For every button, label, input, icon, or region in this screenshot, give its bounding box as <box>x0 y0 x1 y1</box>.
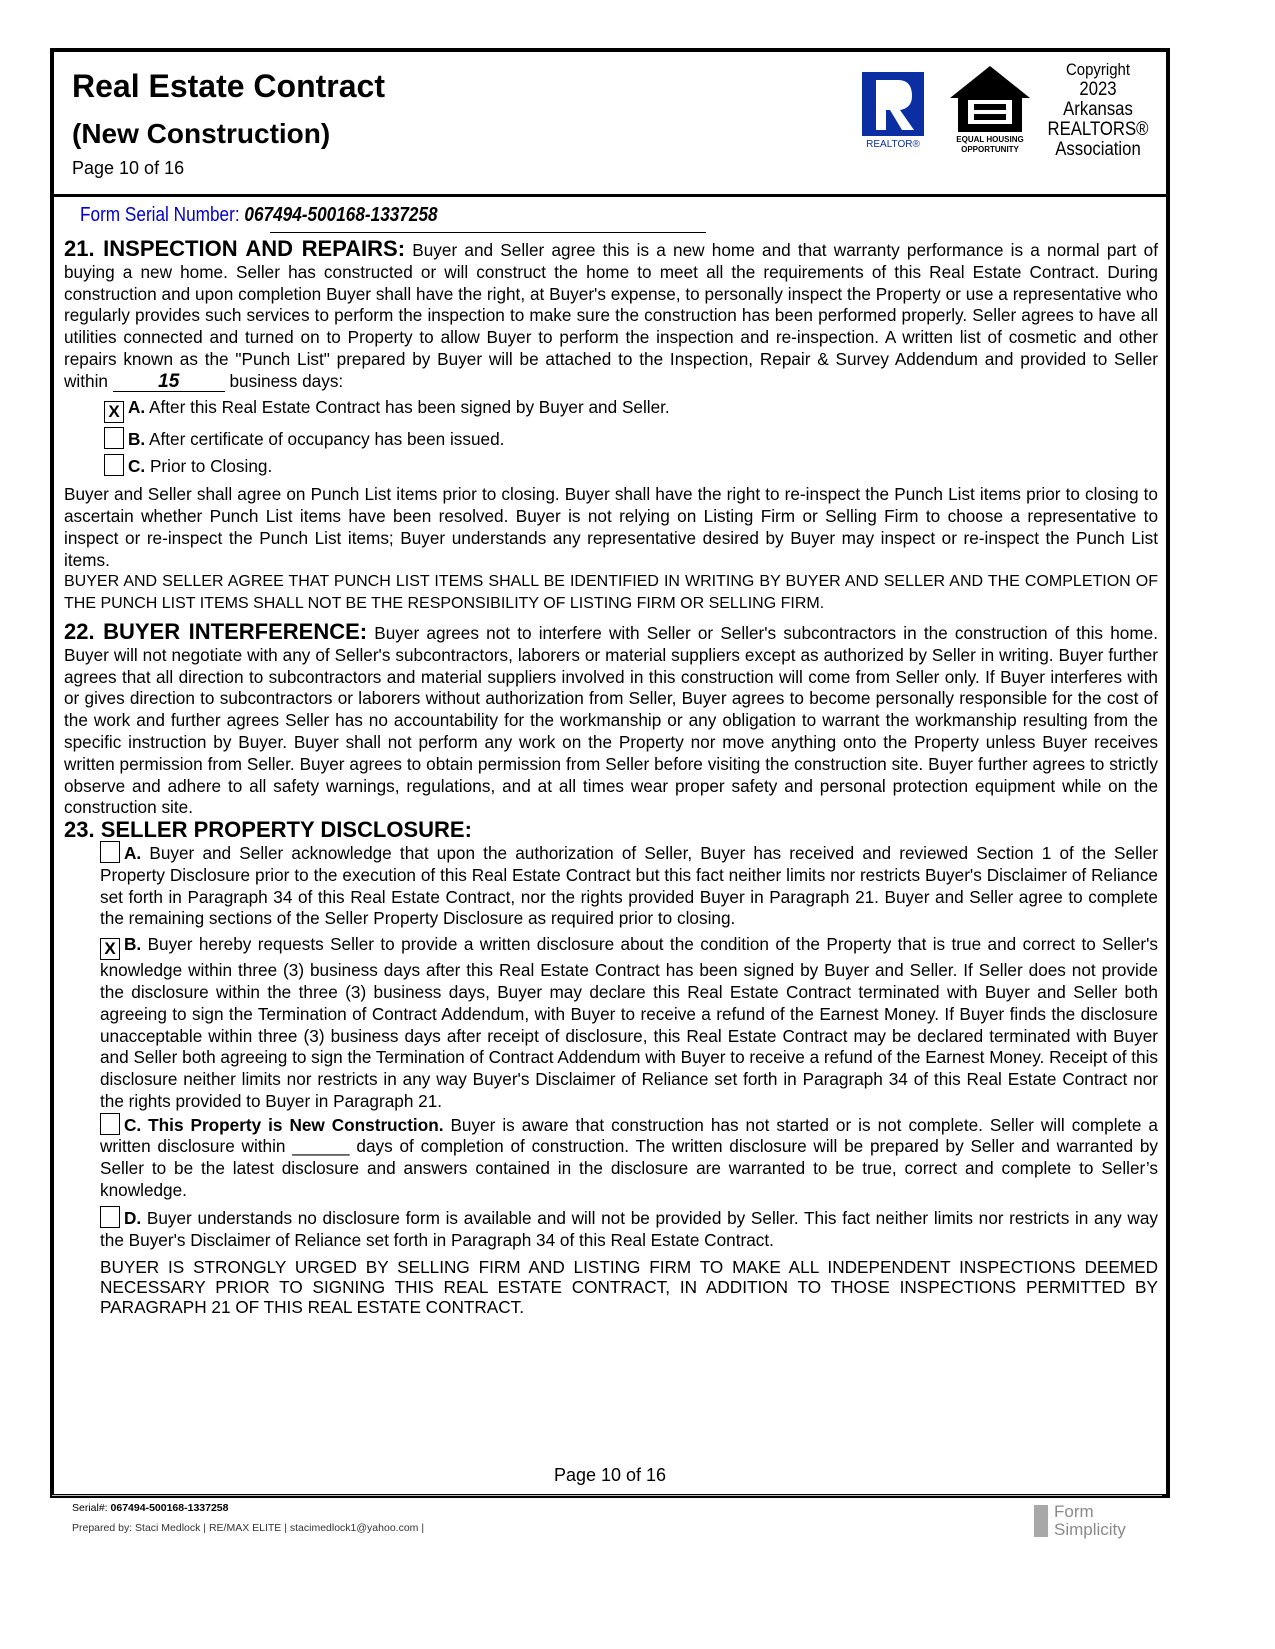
footer-page-number: Page 10 of 16 <box>553 1465 667 1485</box>
serial-value: 067494-500168-1337258 <box>244 204 438 226</box>
form-body <box>64 238 1158 1317</box>
option-text: Buyer and Seller acknowledge that upon the authorization of Seller, Buyer has received and reviewed Section 1 of the Seller Property Disclosure prior to the execution of this Real Estate Contract but this fact neither limits nor restricts Buyer's Disclaimer of Reliance set forth in Paragraph 34 of this Real Estate Contract, nor the rights provided Buyer in Paragraph 21. Buyer and Seller agree to complete the remaining sections of the Seller Property Disclosure as required prior to closing. <box>100 842 1158 929</box>
option-letter: A. <box>128 396 146 417</box>
serial-label: Form Serial Number: <box>80 204 240 226</box>
copyright-label: Copyright <box>1065 60 1131 79</box>
footer-serial-label: Serial#: <box>72 1502 108 1514</box>
serial-underline <box>270 232 706 233</box>
section-21-punch-list: Buyer and Seller shall agree on Punch List items prior to closing. Buyer shall have the right to re-inspect the Punch List items prior to closing to ascertain whether Punch List items have been resolved. Buyer is not relying on Listing Firm or Selling Firm to choose a representative to inspect or re-inspect the Punch List items; Buyer understands any representative desired by Buyer may inspect or re-inspect the Punch List items. <box>64 484 1158 570</box>
header-page-number: Page 10 of 16 <box>72 158 185 178</box>
option-text: Buyer understands no disclosure form is available and will not be provided by Seller. This fact neither limits nor restricts in any way the Buyer's Disclaimer of Reliance set forth in Paragraph 34 of this Real Estate Contract. <box>100 1207 1158 1250</box>
checkbox-icon[interactable] <box>100 1206 120 1228</box>
s23-option-a <box>100 841 1158 930</box>
form-title: Real Estate Contract <box>72 68 385 104</box>
checkbox-checked-icon[interactable]: X <box>104 401 124 423</box>
option-letter: D. <box>124 1207 142 1228</box>
section-22 <box>64 618 1158 819</box>
option-letter: B. <box>124 934 142 955</box>
section-21-caps-notice: BUYER AND SELLER AGREE THAT PUNCH LIST ITEMS SHALL BE IDENTIFIED IN WRITING BY BUYER AND SELLER AND THE COMPLETION OF THE PUNCH LIST ITEMS SHALL NOT BE THE RESPONSIBILITY OF LISTING FIRM OR SELLING FIRM. <box>64 573 1158 613</box>
section-22-heading: 22. BUYER INTERFERENCE: <box>64 618 368 644</box>
copyright-org-1: Arkansas <box>1063 99 1133 120</box>
form-header <box>54 52 1166 197</box>
section-23-heading: 23. SELLER PROPERTY DISCLOSURE: <box>64 817 472 843</box>
form-serial <box>80 204 438 227</box>
svg-text:EQUAL HOUSING: EQUAL HOUSING <box>956 135 1024 144</box>
formsimplicity-logo <box>1034 1503 1126 1539</box>
footer-divider <box>52 1495 1162 1496</box>
section-21-text: Buyer and Seller agree this is a new home and that warranty performance is a normal part of buying a new home. Seller has constructed or will construct the home to meet all the requirements of this Real Estate Contract. During construction and upon completion Buyer shall have the right, at Buyer's expense, to personally inspect the Property or use a representative who regularly provides such services to perform the inspection to make sure the construction has been performed properly. Seller agrees to have all utilities connected and turned on to Property to allow Buyer to perform the inspection and re-inspection. A written list of cosmetic and other repairs known as the "Punch List" prepared by Buyer will be attached to the Inspection, Repair & Survey Addendum and provided to Seller within <box>64 240 1158 391</box>
footer-prepared-by: Prepared by: Staci Medlock | RE/MAX ELITE | stacimedlock1@yahoo.com | <box>72 1522 425 1534</box>
checkbox-icon[interactable] <box>100 841 120 863</box>
section-22-text: Buyer agrees not to interfere with Seller or Seller's subcontractors in the construction of this home. Buyer will not negotiate with any of Seller's subcontractors, laborers or material suppliers except as authorized by Seller in writing. Buyer further agrees that all direction to subcontractors and material suppliers involved in this construction will come from Seller only. If Buyer interferes with or gives direction to subcontractors or laborers without authorization from Seller, Buyer agrees to become personally responsible for the cost of the work and further agrees Seller has no accountability for the workmanship or any obligation to warrant the workmanship resulting from the specific instruction by Buyer. Buyer shall not perform any work on the Property nor move anything onto the Property unless Buyer receives written permission from Seller. Buyer agrees to obtain permission from Seller before visiting the construction site. Buyer further agrees to strictly observe and adhere to all safety warnings, regulations, and at all times wear proper safety and personal protection equipment while on the construction site. <box>64 622 1158 818</box>
s23-option-d <box>100 1206 1158 1252</box>
section-21-text-after: business days: <box>224 370 344 391</box>
option-letter: C. <box>124 1114 142 1135</box>
document-icon <box>1034 1505 1048 1537</box>
checkbox-icon[interactable] <box>100 1113 120 1135</box>
copyright-block <box>1045 60 1151 160</box>
s23-option-b <box>100 934 1158 1113</box>
brand-line-1: Form <box>1054 1502 1094 1521</box>
svg-text:REALTOR®: REALTOR® <box>866 139 920 150</box>
punch-list-days-field[interactable]: 15 <box>113 373 225 392</box>
footer-serial-value: 067494-500168-1337258 <box>110 1502 229 1514</box>
copyright-org-2: REALTORS® <box>1047 119 1149 140</box>
s21-option-c[interactable] <box>104 454 1158 478</box>
copyright-org-3: Association <box>1055 139 1141 160</box>
checkbox-icon[interactable] <box>104 427 124 449</box>
option-bold-text: This Property is New Construction. <box>141 1114 444 1135</box>
svg-text:OPPORTUNITY: OPPORTUNITY <box>961 145 1019 154</box>
form-subtitle: (New Construction) <box>72 118 331 149</box>
brand-line-2: Simplicity <box>1054 1520 1126 1539</box>
option-text: Buyer hereby requests Seller to provide a written disclosure about the condition of the Property that is true and correct to Seller's knowledge within three (3) business days after this Real Estate Contract has been signed by Buyer and Seller. If Seller does not provide the disclosure within the three (3) business days, Buyer may declare this Real Estate Contract terminated with Buyer and Seller both agreeing to sign the Termination of Contract Addendum, with Buyer to receive a refund of the Earnest Money. If Buyer finds the disclosure unacceptable within three (3) business days after receipt of disclosure, this Real Estate Contract may be declared terminated with Buyer and Seller both agreeing to sign the Termination of Contract Addendum with Buyer to receive a refund of the Earnest Money. Receipt of this disclosure neither limits nor restricts in any way Buyer's Disclaimer of Reliance set forth in Paragraph 34 of this Real Estate Contract nor the rights provided to Buyer in Paragraph 21. <box>100 934 1158 1111</box>
copyright-year: 2023 <box>1079 79 1117 100</box>
checkbox-icon[interactable] <box>104 454 124 476</box>
s23-option-c <box>100 1113 1158 1202</box>
option-text: After certificate of occupancy has been issued. <box>145 428 505 449</box>
option-letter: B. <box>128 428 146 449</box>
form-frame <box>50 48 1170 1498</box>
realtor-logo-icon <box>862 72 924 150</box>
option-text: Prior to Closing. <box>145 456 273 477</box>
option-text: Buyer is aware that construction has not started or is not complete. Seller will complete a written disclosure within ______ days of completion of construction. The written disclosure will be prepared by Seller and warranted by Seller to be the latest disclosure and answers contained in the disclosure are warranted to be true, correct and complete to Seller’s knowledge. <box>100 1114 1158 1201</box>
section-21 <box>64 238 1158 393</box>
section-23-caps-notice: BUYER IS STRONGLY URGED BY SELLING FIRM AND LISTING FIRM TO MAKE ALL INDEPENDENT INSPECTIONS DEEMED NECESSARY PRIOR TO SIGNING THIS REAL ESTATE CONTRACT, IN ADDITION TO THOSE INSPECTIONS PERMITTED BY PARAGRAPH 21 OF THIS REAL ESTATE CONTRACT. <box>100 1257 1158 1318</box>
option-text: After this Real Estate Contract has been signed by Buyer and Seller. <box>145 396 670 417</box>
option-letter: A. <box>124 842 142 863</box>
s21-option-b[interactable] <box>104 427 1158 451</box>
footer-serial <box>72 1502 228 1514</box>
checkbox-checked-icon[interactable]: X <box>100 938 120 960</box>
section-21-heading: 21. INSPECTION AND REPAIRS: <box>64 236 406 261</box>
s21-option-a[interactable] <box>104 397 1158 423</box>
equal-housing-icon <box>946 62 1034 154</box>
option-letter: C. <box>128 456 146 477</box>
